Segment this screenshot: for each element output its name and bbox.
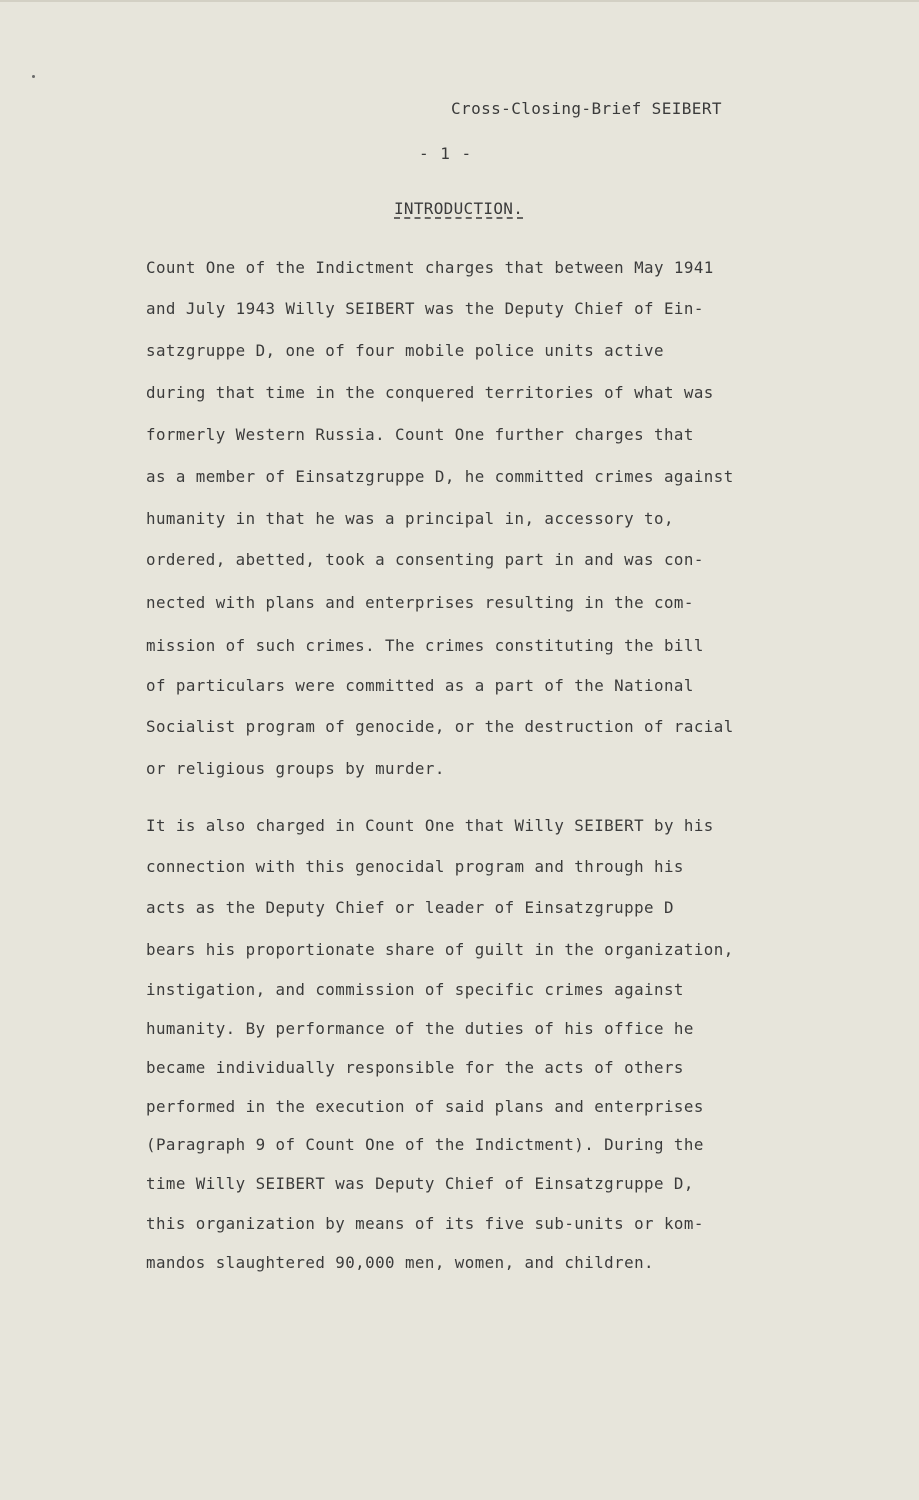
paragraph-1-line: and July 1943 Willy SEIBERT was the Deputy Chief of Ein- xyxy=(146,299,704,318)
paragraph-1-line: or religious groups by murder. xyxy=(146,759,445,778)
paragraph-1-line: formerly Western Russia. Count One further charges that xyxy=(146,425,694,444)
paragraph-2-line: connection with this genocidal program and through his xyxy=(146,857,684,876)
paragraph-1-line: ordered, abetted, took a consenting part in and was con- xyxy=(146,550,704,569)
paragraph-1-line: Count One of the Indictment charges that between May 1941 xyxy=(146,258,714,277)
paragraph-1-line: during that time in the conquered territories of what was xyxy=(146,383,714,402)
page-number: - 1 - xyxy=(419,144,473,163)
page-edge xyxy=(0,0,919,2)
paragraph-2-line: (Paragraph 9 of Count One of the Indictment). During the xyxy=(146,1135,704,1154)
paragraph-2-line: this organization by means of its five sub-units or kom- xyxy=(146,1214,704,1233)
paragraph-2-line: instigation, and commission of specific crimes against xyxy=(146,980,684,999)
paragraph-2-line: became individually responsible for the acts of others xyxy=(146,1058,684,1077)
paragraph-2-line: mandos slaughtered 90,000 men, women, and children. xyxy=(146,1253,654,1272)
paragraph-1-line: of particulars were committed as a part of the National xyxy=(146,676,694,695)
document-header: Cross-Closing-Brief SEIBERT xyxy=(451,99,722,118)
ink-speck xyxy=(32,75,35,78)
paragraph-1-line: nected with plans and enterprises resulting in the com- xyxy=(146,593,694,612)
paragraph-1-line: mission of such crimes. The crimes constituting the bill xyxy=(146,636,704,655)
paragraph-1-line: Socialist program of genocide, or the destruction of racial xyxy=(146,717,734,736)
paragraph-2-line: bears his proportionate share of guilt in the organization, xyxy=(146,940,734,959)
paragraph-2-line: performed in the execution of said plans and enterprises xyxy=(146,1097,704,1116)
paragraph-2-line: humanity. By performance of the duties of his office he xyxy=(146,1019,694,1038)
paragraph-1-line: as a member of Einsatzgruppe D, he committed crimes against xyxy=(146,467,734,486)
paragraph-2-line: It is also charged in Count One that Willy SEIBERT by his xyxy=(146,816,714,835)
paragraph-1-line: satzgruppe D, one of four mobile police units active xyxy=(146,341,664,360)
paragraph-1-line: humanity in that he was a principal in, accessory to, xyxy=(146,509,674,528)
section-heading: INTRODUCTION. xyxy=(394,199,524,218)
paragraph-2-line: acts as the Deputy Chief or leader of Einsatzgruppe D xyxy=(146,898,674,917)
paragraph-2-line: time Willy SEIBERT was Deputy Chief of Einsatzgruppe D, xyxy=(146,1174,694,1193)
